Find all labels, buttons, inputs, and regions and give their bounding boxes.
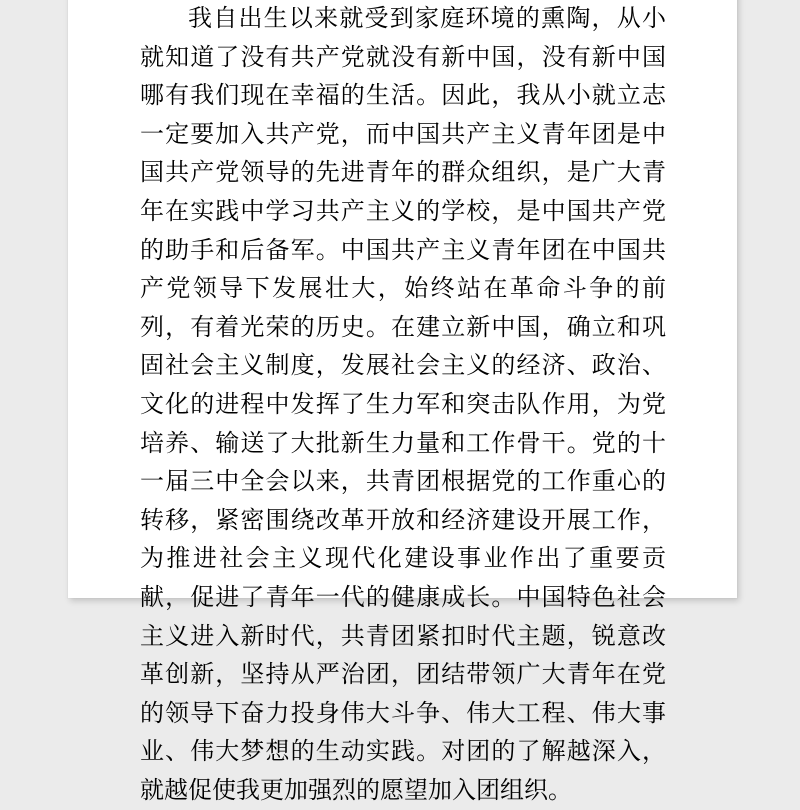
document-text-body [140, 0, 666, 810]
document-page-sheet [68, 0, 737, 804]
body-paragraph: 我自出生以来就受到家庭环境的熏陶，从小就知道了没有共产党就没有新中国，没有新中国哪有我们现在幸福的生活。因此，我从小就立志一定要加入共产党，而中国共产主义青年团是中国共产党领导的先进青年的群众组织，是广大青年在实践中学习共产主义的学校，是中国共产党的助手和后备军。中国共产主义青年团在中国共产党领导下发展壮大，始终站在革命斗争的前列，有着光荣的历史。在建立新中国，确立和巩固社会主义制度，发展社会主义的经济、政治、文化的进程中发挥了生力军和突击队作用，为党培养、输送了大批新生力量和工作骨干。党的十一届三中全会以来，共青团根据党的工作重心的转移，紧密围绕改革开放和经济建设开展工作，为推进社会主义现代化建设事业作出了重要贡献，促进了青年一代的健康成长。中国特色社会主义进入新时代，共青团紧扣时代主题，锐意改革创新，坚持从严治团，团结带领广大青年在党的领导下奋力投身伟大斗争、伟大工程、伟大事业、伟大梦想的生动实践。对团的了解越深入，就越促使我更加强烈的愿望加入团组织。 [140, 6, 666, 804]
